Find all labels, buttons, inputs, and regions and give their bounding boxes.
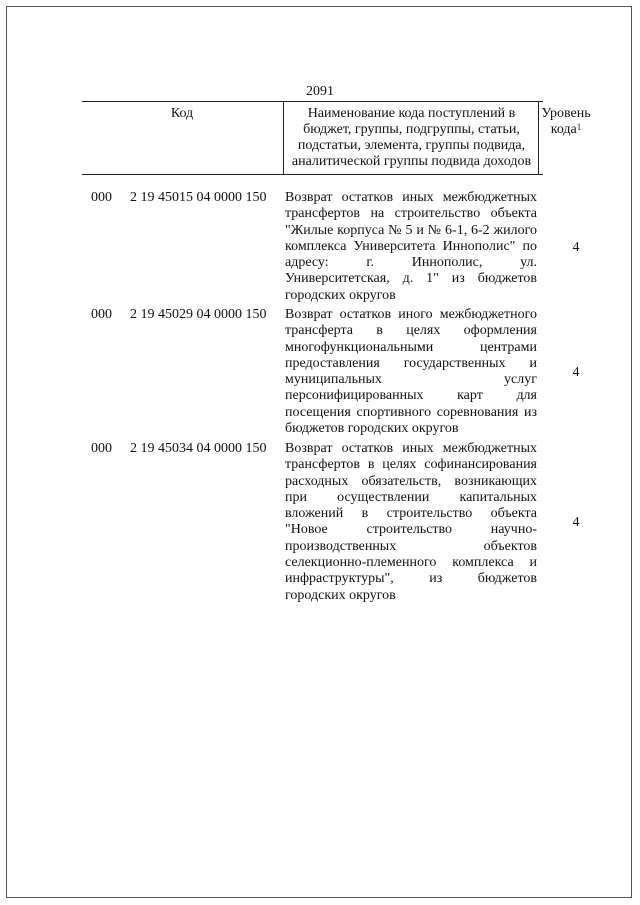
row-revenue-name: Возврат остатков иных межбюджетных трансфертов в целях софинансирования расходных обязательств, возникающих при осуществлении капитальных вложений в строительство объекта "Новое строительство научно-производственных объектов селекционно-племенного комплекса и инфраструктуры", из бюджетов городских округов — [285, 441, 537, 603]
row-revenue-code: 2 19 45034 04 0000 150 — [130, 441, 267, 456]
header-name: Наименование кода поступлений в бюджет, группы, подгруппы, статьи, подстатьи, элемента, группы подвида, аналитической группы подвида доходов — [283, 102, 539, 174]
table-header — [82, 101, 591, 175]
header-level-label: Уровень кода — [541, 106, 591, 137]
header-code: Код — [170, 106, 194, 121]
row-admin-code: 000 — [91, 441, 112, 456]
row-admin-code: 000 — [91, 307, 112, 322]
row-revenue-code: 2 19 45029 04 0000 150 — [130, 307, 267, 322]
header-level-footnote: 1 — [576, 122, 582, 132]
row-admin-code: 000 — [91, 190, 112, 205]
row-level: 4 — [572, 515, 580, 530]
row-revenue-name: Возврат остатков иных межбюджетных трансфертов на строительство объекта "Жилые корпуса № 5 и № 6-1, 6-2 жилого комплекса Университета Иннополис" по адресу: г. Иннополис, ул. Университетская, д. 1" из бюджетов городских округов — [285, 190, 537, 303]
row-revenue-code: 2 19 45015 04 0000 150 — [130, 190, 267, 205]
page-number: 2091 — [306, 84, 334, 99]
row-level: 4 — [572, 240, 580, 255]
row-revenue-name: Возврат остатков иного межбюджетного трансферта в целях оформления многофункциональными центрами предоставления государственных и муниципальных услуг персонифицированных карт для посещения спортивного соревнования из бюджетов городских округов — [285, 307, 537, 437]
row-level: 4 — [572, 365, 580, 380]
header-level — [538, 102, 593, 174]
